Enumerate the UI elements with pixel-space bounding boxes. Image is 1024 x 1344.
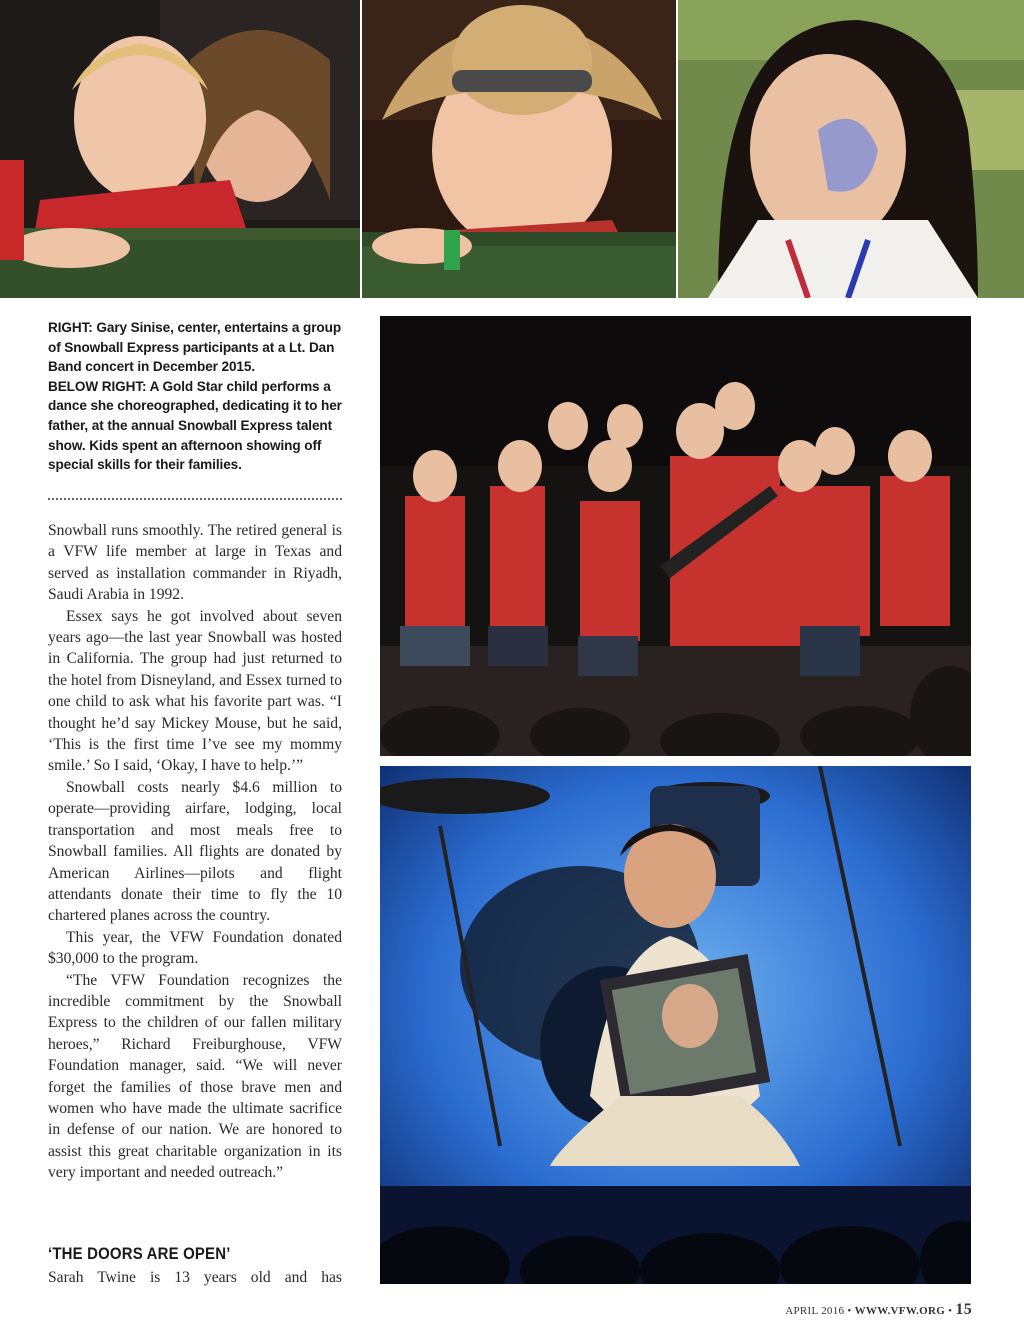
photo-lt-dan-band-concert <box>380 316 971 756</box>
article-continuation: Sarah Twine is 13 years old and has <box>48 1269 342 1286</box>
article-body <box>48 520 342 1184</box>
section-subhead: ‘THE DOORS ARE OPEN’ <box>48 1244 231 1263</box>
caption-below-text: A Gold Star child performs a dance she choreographed, dedicating it to her father, at the annual Snowball Express talent show. Kids spent an afternoon showing off special skills for their families. <box>48 378 342 473</box>
footer-separator: • <box>948 1305 953 1317</box>
photo-boy-cowboy-hat <box>362 0 676 298</box>
caption-below-label: BELOW RIGHT: <box>48 378 147 394</box>
photo-caption <box>48 318 344 475</box>
article-paragraph: Essex says he got involved about seven years ago—the last year Snowball was hosted in California. The group had just returned to the hotel from Disneyland, and Essex turned to one child to ask what his favorite part was. “I thought he’d say Mickey Mouse, but he said, ‘This is the first time I’ve see my mommy smile.’ So I said, ‘Okay, I have to help.’” <box>48 607 342 775</box>
footer-url: WWW.VFW.ORG <box>854 1305 946 1317</box>
caption-right-text: Gary Sinise, center, entertains a group of Snowball Express participants at a Lt. Dan Band concert in December 2015. <box>48 320 342 375</box>
footer-issue: APRIL 2016 <box>785 1305 845 1317</box>
article-paragraph: “The VFW Foundation recognizes the incredible commitment by the Snowball Express to the children of our fallen military heroes,” Richard Freiburghouse, VFW Foundation manager, said. “We will never forget the families of those brave men and women who have made the ultimate sacrifice in defense of our nation. We are honored to assist this great charitable organization in its very important and needed outreach.” <box>48 971 342 1182</box>
article-paragraph: Snowball costs nearly $4.6 million to operate—providing airfare, lodging, local transportation and most meals free to Snowball families. All flights are donated by American Airlines—pilots and flight attendants donate their time to fly the 10 chartered planes across the country. <box>48 778 342 925</box>
caption-divider <box>48 498 342 500</box>
photo-boy-and-mother <box>0 0 360 298</box>
page-number: 15 <box>955 1301 972 1318</box>
article-paragraph: This year, the VFW Foundation donated $30,000 to the program. <box>48 928 342 968</box>
footer-separator: • <box>847 1305 852 1317</box>
article-paragraph: Snowball runs smoothly. The retired general is a VFW life member at large in Texas and served as installation commander in Riyadh, Saudi Arabia in 1992. <box>48 522 342 604</box>
caption-right-label: RIGHT: <box>48 320 93 335</box>
photo-girl-face-paint <box>678 0 1024 298</box>
photo-gold-star-child-dance <box>380 766 971 1284</box>
page-footer <box>785 1301 972 1319</box>
